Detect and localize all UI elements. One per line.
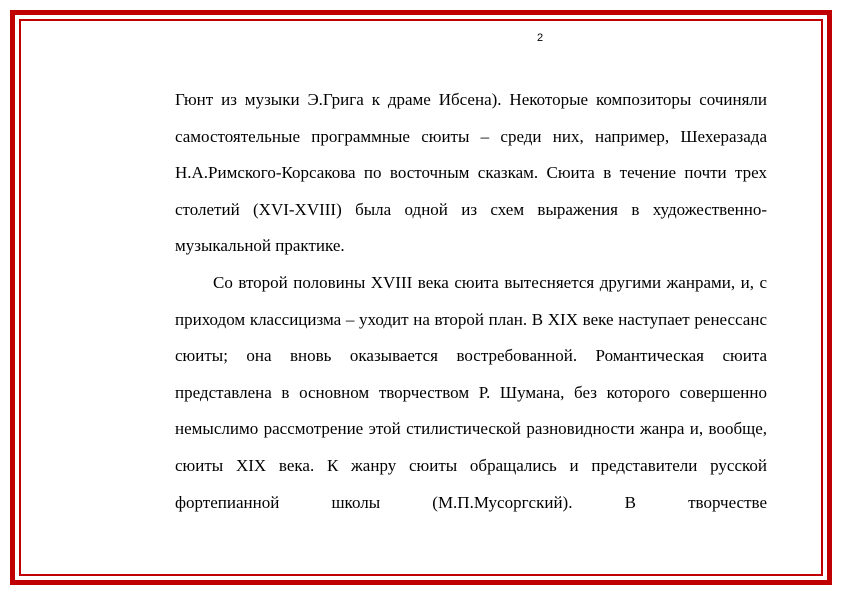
page-number: 2: [536, 32, 544, 44]
paragraph-1: Гюнт из музыки Э.Грига к драме Ибсена). Некоторые композиторы сочиняли самостоятельные программные сюиты – среди них, например, Шехеразада Н.А.Римского-Корсакова по восточным сказкам. Сюита в течение почти трех столетий (XVI-XVIII) была одной из схем выражения в художественно-музыкальной практике.: [175, 90, 767, 256]
paragraph-2: Со второй половины XVIII века сюита вытесняется другими жанрами, и, с приходом классицизма – уходит на второй план. В XIX веке наступает ренессанс сюиты; она вновь оказывается востребованной. Романтическая сюита представлена в основном творчеством Р. Шумана, без которого совершенно немыслимо рассмотрение этой стилистической разновидности жанра и, вообще, сюиты XIX века. К жанру сюиты обращались и представители русской фортепианной школы (М.П.Мусоргский). В творчестве: [175, 272, 767, 512]
body-text: [175, 82, 767, 521]
